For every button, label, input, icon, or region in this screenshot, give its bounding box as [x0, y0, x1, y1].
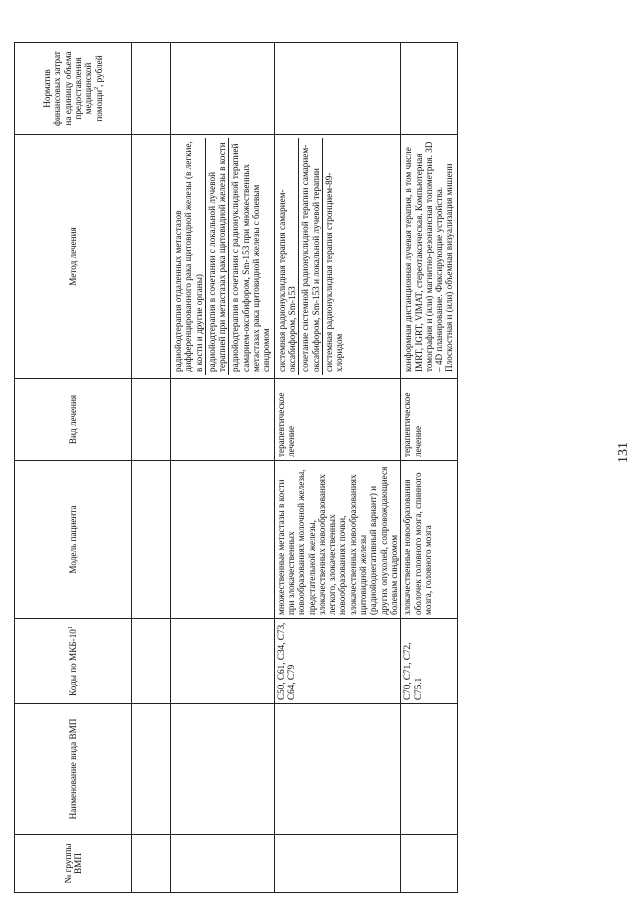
- cell-model: множественные метастазы в кости при злокачественных новообразованиях молочной железы, предстательной железы, злокачественных новообразованиях легкого, злокачественных новообразованиях почки, злокачественных новообразованиях щитовидной железы (радиойоднегативный вариант) и других опухолей, сопровождающиеся болевым синдромом: [274, 461, 401, 619]
- cell-empty: [132, 461, 171, 619]
- cell-empty: [132, 619, 171, 704]
- header-norm: Норматив финансовых затрат на единицу объема предоставления медицинской помощи$^2$, рублей: [15, 43, 132, 135]
- cell-method: [274, 135, 401, 379]
- header-method: Метод лечения: [15, 135, 132, 379]
- header-model: Модель пациента: [15, 461, 132, 619]
- cell-norm: [274, 43, 401, 135]
- cell-method: [401, 135, 457, 379]
- cell-method: [171, 135, 275, 379]
- table-row-empty: [132, 43, 171, 893]
- cell-norm: [401, 43, 457, 135]
- cell-group-no: [171, 835, 275, 893]
- method-item: конформная дистанционная лучевая терапия, в том числе IMRT, IGRT, VIMAT, стереотаксическая. Компьютерная томография и (или) магнитно-резонансная топометрия. 3D – 4D планирование. Фиксирующие устройства. Плоскостная и (или) объемная визуализация мишени: [403, 141, 455, 372]
- cell-empty: [132, 704, 171, 835]
- method-item: радиойодтерапия в сочетании с радионуклидной терапией самарием-оксабифором, Sm-153 при множественных метастазах рака щитовидной железы с болевым синдромом: [230, 143, 272, 372]
- cell-treatment: терапевтическое лечение: [401, 379, 457, 461]
- cell-norm: [171, 43, 275, 135]
- cell-group-no: [401, 835, 457, 893]
- cell-model: [171, 461, 275, 619]
- method-item: сочетание системной радионуклидной терапии самарием-оксабифором, Sm-153 и локальной лучевой терапии: [299, 138, 323, 375]
- table-row: [401, 43, 457, 893]
- cell-codes: C50, C61, C34, C73, C64, C79: [274, 619, 401, 704]
- header-group-no: № группы ВМП: [15, 835, 132, 893]
- header-name: Наименование вида ВМП: [15, 704, 132, 835]
- cell-empty: [132, 379, 171, 461]
- vmp-table: [14, 42, 458, 893]
- rotated-page: [4, 43, 636, 893]
- cell-name: [171, 704, 275, 835]
- header-codes: Коды по МКБ-$10^1$: [15, 619, 132, 704]
- cell-name: [274, 704, 401, 835]
- method-item: системная радионуклидная терапия самарием-оксабифором, Sm-153: [276, 138, 300, 375]
- cell-model: злокачественные новообразования оболочек головного мозга, спинного мозга, головного мозга: [401, 461, 457, 619]
- method-item: радиойодтерапия в сочетании с локальной лучевой терапией при метастазах рака щитовидной железы в кости: [206, 138, 230, 375]
- header-treatment: Вид лечения: [15, 379, 132, 461]
- cell-group-no: [274, 835, 401, 893]
- table-header-row: [15, 43, 132, 893]
- cell-name: [401, 704, 457, 835]
- cell-codes: [171, 619, 275, 704]
- cell-empty: [132, 135, 171, 379]
- table-row: [274, 43, 401, 893]
- cell-treatment: терапевтическое лечение: [274, 379, 401, 461]
- cell-treatment: [171, 379, 275, 461]
- cell-empty: [132, 43, 171, 135]
- table-row: [171, 43, 275, 893]
- method-item: радиойодтерапия отдаленных метастазов дифференцированного рака щитовидной железы (в легкие, в кости и другие органы): [172, 138, 206, 375]
- page-number: 131: [616, 442, 631, 463]
- method-item: системная радионуклидная терапия стронцием-89-хлоридом: [323, 172, 345, 372]
- cell-codes: C70, C71, C72, C75.1: [401, 619, 457, 704]
- cell-empty: [132, 835, 171, 893]
